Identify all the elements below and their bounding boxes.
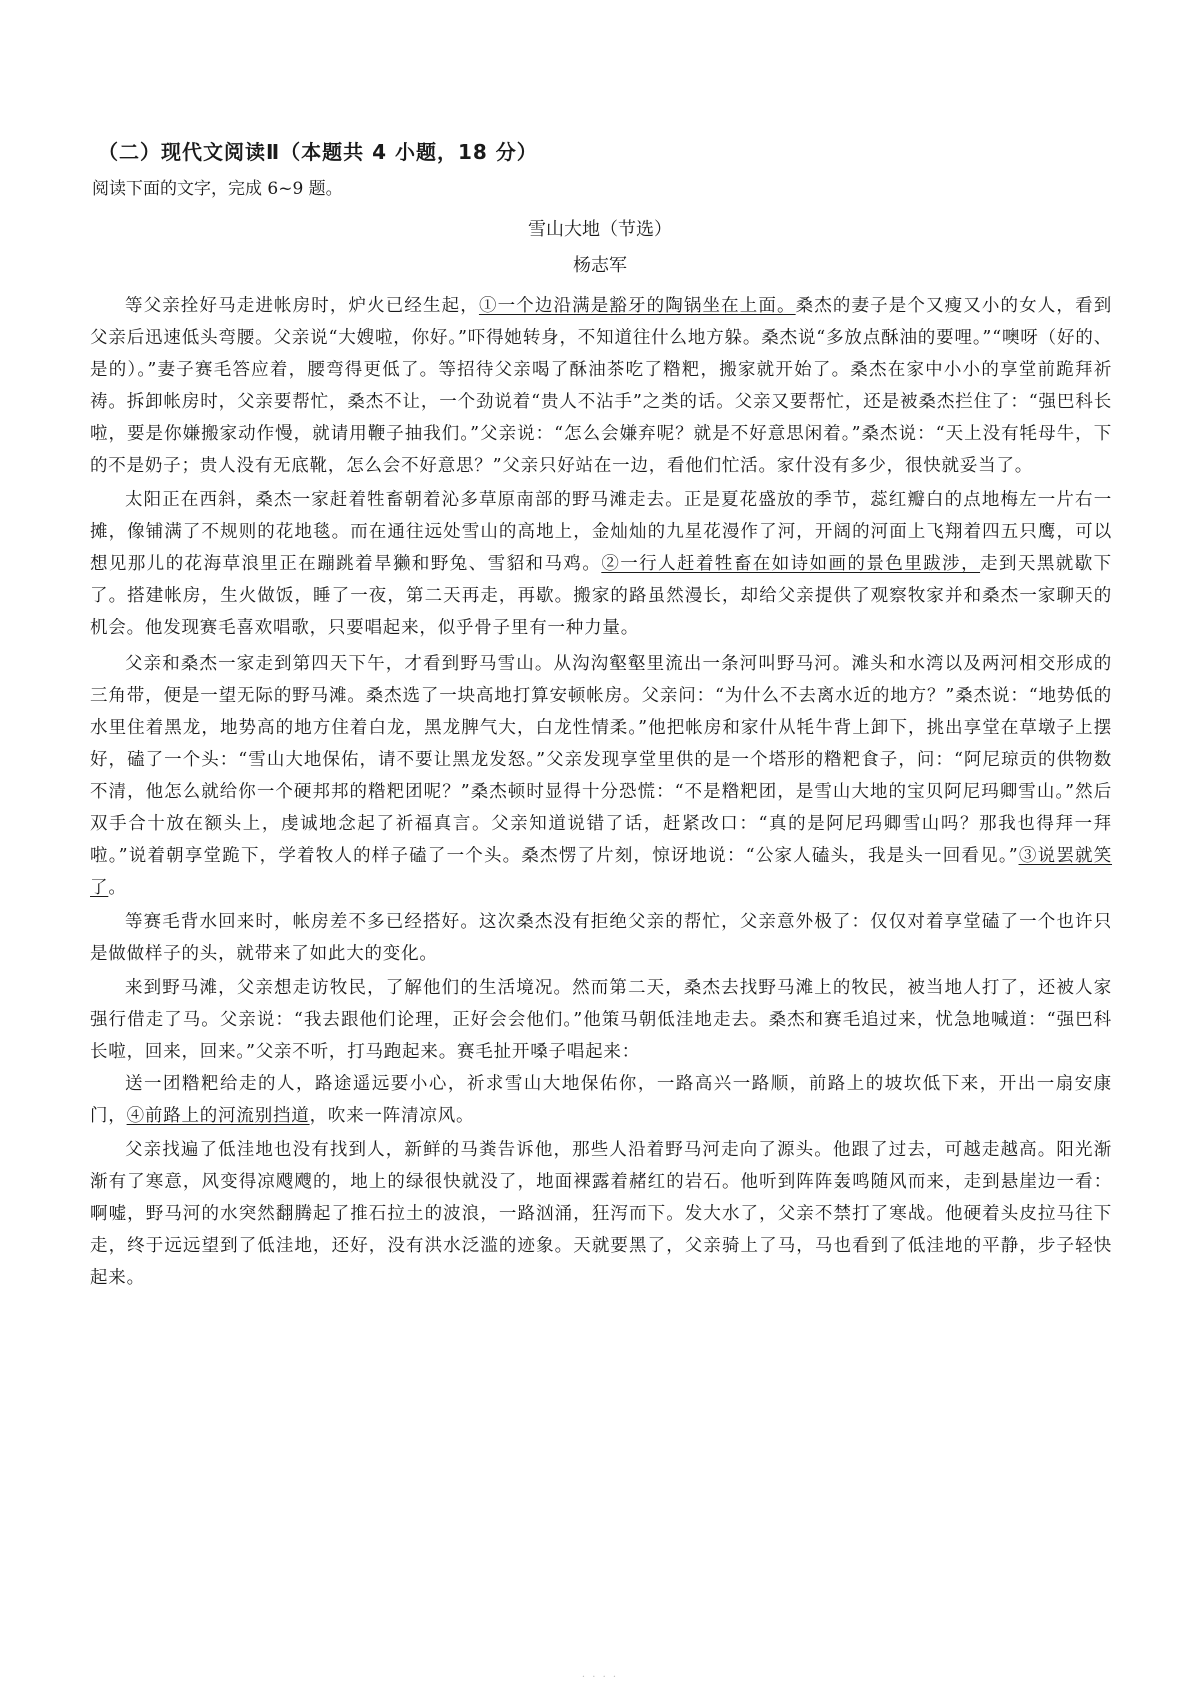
paragraph-2 — [90, 484, 1112, 644]
section-heading: （二）现代文阅读Ⅱ（本题共 4 小题，18 分） — [98, 140, 538, 164]
paragraph-text: 走到天黑就歇下了。搭建帐房，生火做饭，睡了一夜，第二天再走，再歇。搬家的路虽然漫长，却给父亲提供了观察牧家并和桑杰一家聊天的机会。他发现赛毛喜欢唱歌，只要唱起来，似乎骨子里有一种力量。 — [90, 554, 1112, 638]
paragraph-4 — [90, 906, 1112, 970]
page-footer-mark: · · · · — [581, 1672, 619, 1683]
paragraph-text: 等父亲拴好马走进帐房时，炉火已经生起， — [125, 296, 479, 316]
paragraph-text: 父亲和桑杰一家走到第四天下午，才看到野马雪山。从沟沟壑壑里流出一条河叫野马河。滩头和水湾以及两河相交形成的三角带，便是一望无际的野马滩。桑杰选了一块高地打算安顿帐房。父亲问：“为什么不去离水近的地方？”桑杰说：“地势低的水里住着黑龙，地势高的地方住着白龙，黑龙脾气大，白龙性情柔。”他把帐房和家什从牦牛背上卸下，挑出享堂在草墩子上摆好，磕了一个头：“雪山大地保佑，请不要让黑龙发怒。”父亲发现享堂里供的是一个塔形的糌粑食子，问：“阿尼琼贡的供物数不清，他怎么就给你一个硬邦邦的糌粑团呢？”桑杰顿时显得十分恐慌：“不是糌粑团，是雪山大地的宝贝阿尼玛卿雪山。”然后双手合十放在额头上，虔诚地念起了祈福真言。父亲知道说错了话，赶紧改口：“真的是阿尼玛卿雪山吗？那我也得拜一拜啦。”说着朝享堂跪下，学着牧人的样子磕了一个头。桑杰愣了片刻，惊讶地说：“公家人磕头，我是头一回看见。” — [90, 654, 1112, 866]
underlined-sentence-2: ②一行人赶着牲畜在如诗如画的景色里跋涉， — [601, 554, 981, 574]
paragraph-7 — [90, 1134, 1112, 1294]
paragraph-3 — [90, 648, 1112, 904]
paragraph-text: 等赛毛背水回来时，帐房差不多已经搭好。这次桑杰没有拒绝父亲的帮忙，父亲意外极了：仅仅对着享堂磕了一个也许只是做做样子的头，就带来了如此大的变化。 — [90, 912, 1112, 964]
underlined-sentence-1: ①一个边沿满是豁牙的陶锅坐在上面。 — [478, 296, 796, 316]
article-author: 杨志军 — [573, 255, 627, 276]
paragraph-text: 。 — [108, 878, 127, 898]
paragraph-text: 桑杰的妻子是个又瘦又小的女人，看到父亲后迅速低头弯腰。父亲说“大嫂啦，你好。”吓得她转身，不知道往什么地方躲。桑杰说“多放点酥油的要哩。”“噢呀（好的、是的）。”妻子赛毛答应着，腰弯得更低了。等招待父亲喝了酥油茶吃了糌粑，搬家就开始了。桑杰在家中小小的享堂前跪拜祈祷。拆卸帐房时，父亲要帮忙，桑杰不让，一个劲说着“贵人不沾手”之类的话。父亲又要帮忙，还是被桑杰拦住了：“强巴科长啦，要是你嫌搬家动作慢，就请用鞭子抽我们。”父亲说：“怎么会嫌弃呢？就是不好意思闲着。”桑杰说：“天上没有牦母牛，下的不是奶子；贵人没有无底靴，怎么会不好意思？”父亲只好站在一边，看他们忙活。家什没有多少，很快就妥当了。 — [90, 296, 1112, 476]
paragraph-text: 来到野马滩，父亲想走访牧民，了解他们的生活境况。然而第二天，桑杰去找野马滩上的牧民，被当地人打了，还被人家强行借走了马。父亲说：“我去跟他们论理，正好会会他们。”他策马朝低洼地走去。桑杰和赛毛追过来，忧急地喊道：“强巴科长啦，回来，回来。”父亲不听，打马跑起来。赛毛扯开嗓子唱起来： — [90, 978, 1112, 1062]
paragraph-text: 太阳正在西斜，桑杰一家赶着牲畜朝着沁多草原南部的野马滩走去。正是夏花盛放的季节，蕊红瓣白的点地梅左一片右一摊，像铺满了不规则的花地毯。而在通往远处雪山的高地上，金灿灿的九星花漫作了河，开阔的河面上飞翔着四五只鹰，可以想见那儿的花海草浪里正在蹦跳着旱獭和野兔、雪貂和马鸡。 — [90, 490, 1112, 574]
underlined-sentence-3: ③说罢就笑了 — [90, 846, 1113, 898]
underlined-sentence-4: ④前路上的河流别挡道 — [126, 1106, 310, 1126]
paragraph-text: 父亲找遍了低洼地也没有找到人，新鲜的马粪告诉他，那些人沿着野马河走向了源头。他跟了过去，可越走越高。阳光渐渐有了寒意，风变得凉飕飕的，地上的绿很快就没了，地面裸露着赭红的岩石。他听到阵阵轰鸣随风而来，走到悬崖边一看：啊嘘，野马河的水突然翻腾起了推石拉土的波浪，一路汹涌，狂泻而下。发大水了，父亲不禁打了寒战。他硬着头皮拉马往下走，终于远远望到了低洼地，还好，没有洪水泛滥的迹象。天就要黑了，父亲骑上了马，马也看到了低洼地的平静，步子轻快起来。 — [90, 1140, 1112, 1288]
reading-instruction: 阅读下面的文字，完成 6~9 题。 — [92, 179, 343, 199]
paragraph-5 — [90, 972, 1112, 1068]
paragraph-1 — [90, 290, 1112, 482]
song-lyrics — [90, 1068, 1112, 1132]
article-title: 雪山大地（节选） — [528, 219, 672, 240]
paragraph-text: 送一团糌粑给走的人，路途遥远要小心，祈求雪山大地保佑你，一路高兴一路顺，前路上的坡坎低下来，开出一扇安康门， — [90, 1074, 1112, 1126]
article-body — [90, 290, 1112, 1294]
paragraph-text: ，吹来一阵清凉风。 — [309, 1106, 475, 1126]
